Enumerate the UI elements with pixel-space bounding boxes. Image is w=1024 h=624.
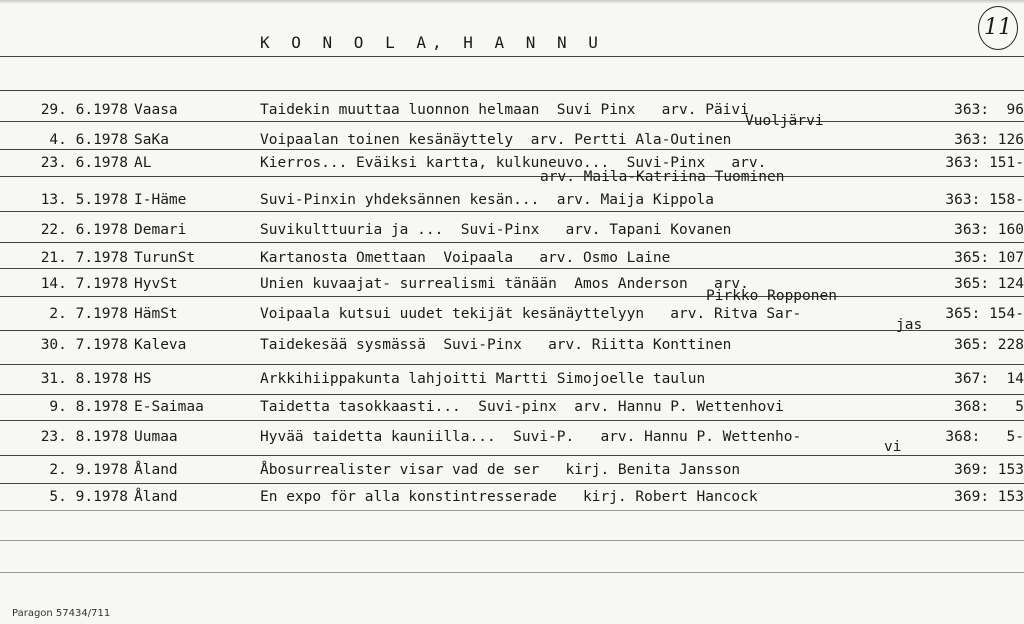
entry-date: 23. 8.1978	[40, 429, 128, 445]
entry-date: 14. 7.1978	[40, 276, 128, 292]
entry-date: 2. 9.1978	[49, 462, 128, 478]
entry-title: Kartanosta Omettaan Voipaala arv. Osmo Laine	[260, 250, 671, 266]
entry-row	[0, 98, 1024, 122]
entry-publication: Åland	[134, 489, 178, 505]
entry-row	[0, 485, 1024, 509]
entry-reference: 363: 96	[954, 102, 1024, 118]
entry-publication: HyvSt	[134, 276, 178, 292]
entry-row	[0, 218, 1024, 242]
entry-title: Taidekin muuttaa luonnon helmaan Suvi Pinx arv. Päivi	[260, 102, 749, 118]
entry-reference: 369: 153	[954, 489, 1024, 505]
entry-publication: Kaleva	[134, 337, 187, 353]
entry-reference: 363: 151-	[945, 155, 1024, 171]
entry-row	[0, 272, 1024, 296]
entry-date: 29. 6.1978	[40, 102, 128, 118]
entry-title: Suvi-Pinxin yhdeksännen kesän... arv. Maija Kippola	[260, 192, 714, 208]
entry-date: 5. 9.1978	[49, 489, 128, 505]
entry-reference: 365: 107	[954, 250, 1024, 266]
card-number-badge: 11	[978, 6, 1018, 50]
entry-reference: 363: 126	[954, 132, 1024, 148]
entry-publication: E-Saimaa	[134, 399, 204, 415]
entry-reference: 365: 228	[954, 337, 1024, 353]
entry-publication: Demari	[134, 222, 187, 238]
entry-title: Taidetta tasokkaasti... Suvi-pinx arv. Hannu P. Wettenhovi	[260, 399, 784, 415]
card-heading: K O N O L A, H A N N U	[260, 33, 604, 52]
entry-date: 2. 7.1978	[49, 306, 128, 322]
entry-reference: 367: 14	[954, 371, 1024, 387]
entry-title: Åbosurrealister visar vad de ser kirj. Benita Jansson	[260, 462, 741, 478]
entry-title: Taidekesää sysmässä Suvi-Pinx arv. Riitta Konttinen	[260, 337, 732, 353]
entry-publication: AL	[134, 155, 152, 171]
entry-publication: HS	[134, 371, 152, 387]
entry-continuation: vi	[884, 439, 902, 455]
entry-date: 23. 6.1978	[40, 155, 128, 171]
entry-row	[0, 395, 1024, 419]
entry-row	[0, 188, 1024, 212]
entry-date: 31. 8.1978	[40, 371, 128, 387]
entry-date: 22. 6.1978	[40, 222, 128, 238]
entry-title: Suvikulttuuria ja ... Suvi-Pinx arv. Tapani Kovanen	[260, 222, 732, 238]
entry-title: Arkkihiippakunta lahjoitti Martti Simojoelle taulun	[260, 371, 706, 387]
entry-reference: 368: 5	[954, 399, 1024, 415]
entry-publication: Uumaa	[134, 429, 178, 445]
entry-publication: Vaasa	[134, 102, 178, 118]
entry-reference: 363: 160	[954, 222, 1024, 238]
entry-row	[0, 302, 1024, 326]
entry-reference: 365: 154-	[945, 306, 1024, 322]
entry-publication: SaKa	[134, 132, 169, 148]
entry-row	[0, 151, 1024, 175]
entry-title: Voipaalan toinen kesänäyttely arv. Pertti Ala-Outinen	[260, 132, 732, 148]
entry-continuation: Pirkko Ropponen	[706, 288, 837, 304]
entry-continuation: Vuoljärvi	[745, 113, 824, 129]
entry-row	[0, 246, 1024, 270]
entry-title: En expo för alla konstintresserade kirj. Robert Hancock	[260, 489, 758, 505]
entry-date: 9. 8.1978	[49, 399, 128, 415]
entry-row	[0, 333, 1024, 357]
entry-reference: 368: 5-	[945, 429, 1024, 445]
entry-publication: Åland	[134, 462, 178, 478]
entry-date: 13. 5.1978	[40, 192, 128, 208]
entry-publication: HämSt	[134, 306, 178, 322]
entry-reference: 365: 124	[954, 276, 1024, 292]
entry-date: 30. 7.1978	[40, 337, 128, 353]
entry-row	[0, 458, 1024, 482]
entry-publication: I-Häme	[134, 192, 187, 208]
entry-title: Unien kuvaajat- surrealismi tänään Amos Anderson arv.	[260, 276, 749, 292]
entry-row	[0, 128, 1024, 152]
entry-continuation: arv. Maila-Katriina Tuominen	[540, 169, 785, 185]
entry-title: Kierros... Eväiksi kartta, kulkuneuvo... Suvi-Pinx arv.	[260, 155, 767, 171]
entry-continuation: jas	[896, 317, 923, 333]
entry-publication: TurunSt	[134, 250, 196, 266]
entry-title: Voipaala kutsui uudet tekijät kesänäyttelyyn arv. Ritva Sar-	[260, 306, 802, 322]
card-footer: Paragon 57434/711	[12, 608, 111, 619]
entry-date: 4. 6.1978	[49, 132, 128, 148]
entry-reference: 363: 158-	[945, 192, 1024, 208]
entry-row	[0, 367, 1024, 391]
entry-reference: 369: 153	[954, 462, 1024, 478]
entry-date: 21. 7.1978	[40, 250, 128, 266]
entry-row	[0, 425, 1024, 449]
entry-title: Hyvää taidetta kauniilla... Suvi-P. arv. Hannu P. Wettenho-	[260, 429, 802, 445]
